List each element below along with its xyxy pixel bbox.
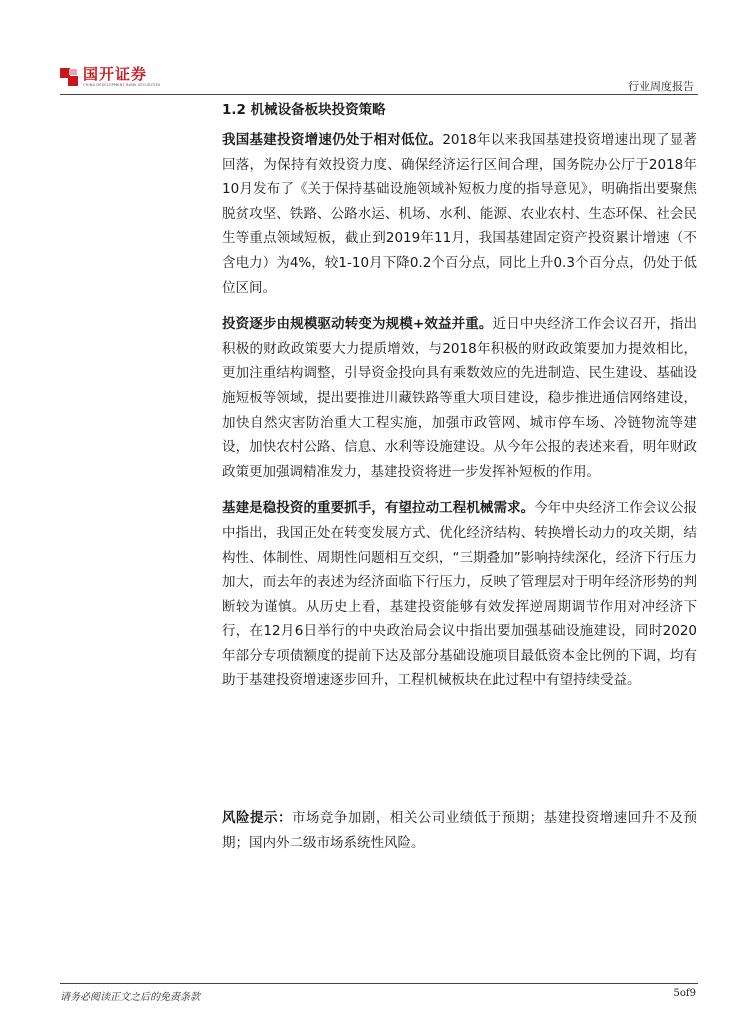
paragraph-body: 今年中央经济工作会议公报中指出，我国正处在转变发展方式、优化经济结构、转换增长动力的攻关期，结构性、体制性、周期性问题相互交织，“三期叠加”影响持续深化，经济下行压力加大，而去年的表述为经济面临下行压力，反映了管理层对于明年经济形势的判断较为谨慎。从历史上看，基建投资能够有效发挥逆周期调节作用对冲经济下行，在12月6日举行的中央政治局会议中指出要加强基础设施建设，同时2020年部分专项债额度的提前下达及部分基础设施项目最低资本金比例的下调，均有助于基建投资增速逐步回升，工程机械板块在此过程中有望持续受益。 — [222, 500, 698, 689]
risk-label: 风险提示： — [222, 810, 292, 826]
paragraph-lead: 基建是稳投资的重要抓手，有望拉动工程机械需求。 — [222, 500, 535, 517]
page-header — [60, 66, 698, 96]
header-divider — [60, 94, 698, 95]
paragraph-investment-shift — [222, 312, 697, 484]
logo-english-name: CHINA DEVELOPMENT BANK SECURITIES — [83, 83, 161, 87]
section-title: 1.2 机械设备板块投资策略 — [222, 102, 386, 118]
risk-warning — [222, 806, 697, 855]
paragraph-machinery-demand — [222, 496, 697, 693]
paragraph-lead: 我国基建投资增速仍处于相对低位。 — [222, 132, 443, 148]
company-logo — [60, 66, 160, 92]
paragraph-body: 2018年以来我国基建投资增速出现了显著回落，为保持有效投资力度、确保经济运行区间合理，国务院办公厅于2018年10月发布了《关于保持基础设施领域补短板力度的指导意见》，明确指出要聚焦脱贫攻坚、铁路、公路水运、机场、水利、能源、农业农村、生态环保、社会民生等重点领域短板，截止到2019年11月，我国基建固定资产投资累计增速（不含电力）为4%，较1-10月下降0.2个百分点，同比上升0.3个百分点，仍处于低位区间。 — [222, 132, 698, 296]
logo-mark-icon — [60, 68, 78, 86]
paragraph-body: 近日中央经济工作会议召开，指出积极的财政政策要大力提质增效，与2018年积极的财政政策要加力提效相比，更加注重结构调整，引导资金投向具有乘数效应的先进制造、民生建设、基础设施短板等领域，提出要推进川藏铁路等重大项目建设，稳步推进通信网络建设，加快自然灾害防治重大工程实施，加强市政管网、城市停车场、冷链物流等建设，加快农村公路、信息、水利等设施建设。从今年公报的表述来看，明年财政政策更加强调精准发力，基建投资将进一步发挥补短板的作用。 — [222, 316, 698, 480]
page-number: 5of9 — [673, 988, 696, 999]
footer-divider — [60, 983, 698, 984]
paragraph-lead: 投资逐步由规模驱动转变为规模+效益并重。 — [222, 316, 493, 333]
risk-text: 市场竞争加剧，相关公司业绩低于预期；基建投资增速回升不及预期；国内外二级市场系统性风险。 — [222, 810, 698, 851]
report-type: 行业周度报告 — [628, 80, 694, 93]
disclaimer-note: 请务必阅读正文之后的免责条款 — [60, 992, 200, 1003]
paragraph-infrastructure-growth — [222, 128, 697, 300]
main-content — [222, 101, 697, 705]
logo-name: 国开证券 — [83, 65, 148, 83]
